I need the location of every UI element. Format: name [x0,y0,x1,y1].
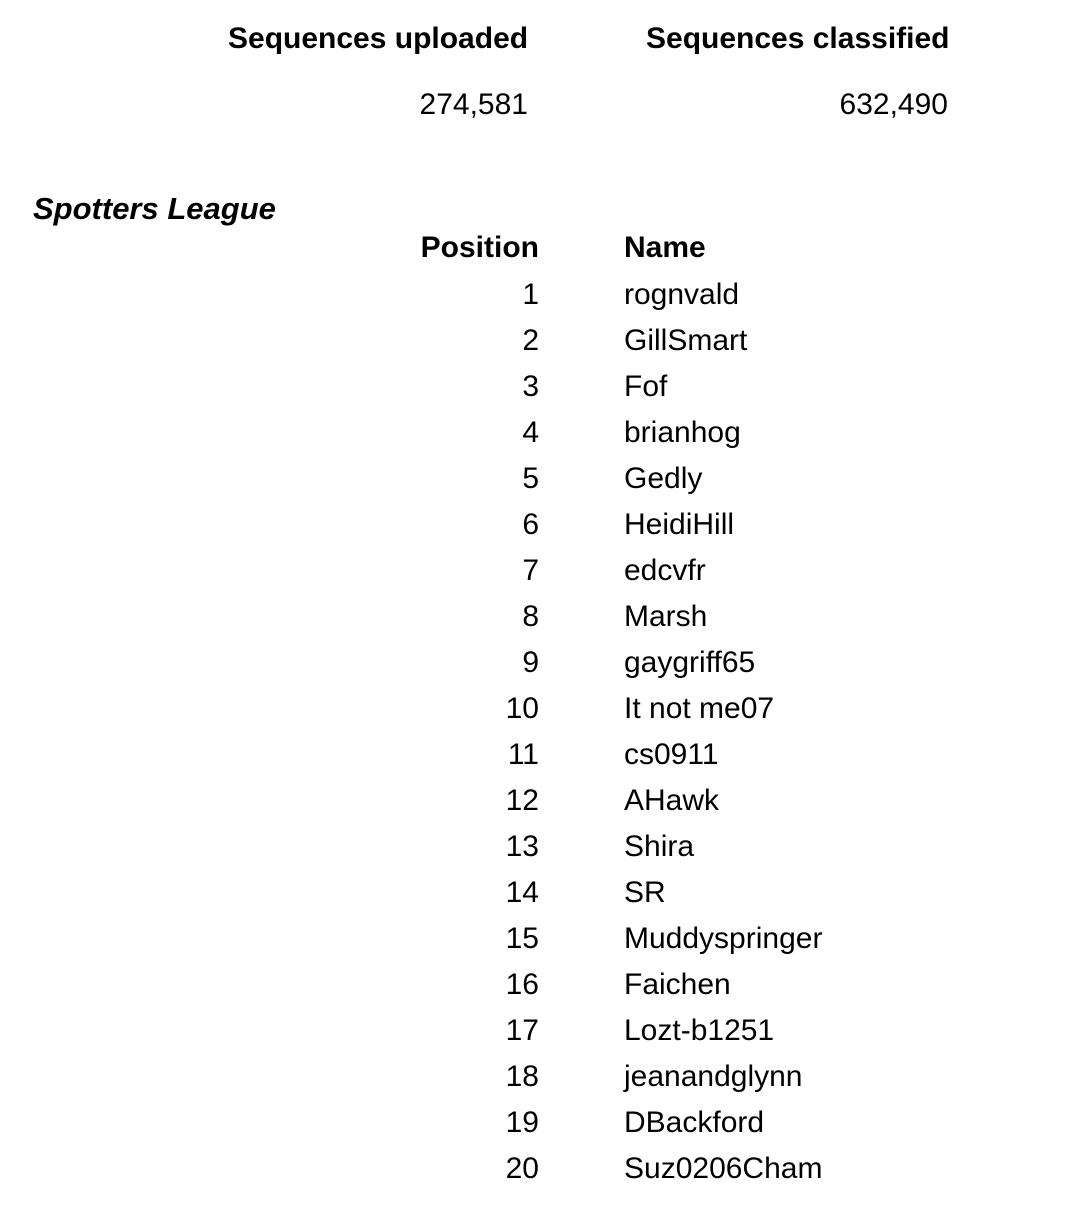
league-title: Spotters League [33,191,276,226]
row-name: Fof [624,370,668,403]
row-position: 13 [505,830,539,863]
row-name: Faichen [624,968,731,1001]
position-column-header: Position [420,231,539,264]
row-position: 2 [522,324,539,357]
row-name: SR [624,876,666,909]
table-row [0,505,1068,551]
table-row [0,1149,1068,1195]
row-name: DBackford [624,1106,765,1139]
row-name: HeidiHill [624,508,735,541]
row-position: 15 [505,922,539,955]
table-row [0,689,1068,735]
uploaded-value: 274,581 [419,88,528,121]
row-position: 3 [522,370,539,403]
row-position: 1 [522,278,539,311]
table-row [0,413,1068,459]
row-name: Gedly [624,462,703,495]
row-position: 16 [505,968,539,1001]
row-position: 14 [505,876,539,909]
table-row [0,321,1068,367]
row-name: Shira [624,830,695,863]
name-column-header: Name [624,231,706,264]
table-row [0,551,1068,597]
table-row [0,919,1068,965]
row-name: rognvald [624,278,740,311]
row-position: 11 [507,738,539,771]
row-name: GillSmart [624,324,748,357]
row-position: 19 [505,1106,539,1139]
classified-value: 632,490 [839,88,948,121]
table-row [0,1011,1068,1057]
row-name: It not me07 [624,692,775,725]
row-name: Marsh [624,600,708,633]
table-row [0,1103,1068,1149]
row-position: 10 [505,692,539,725]
uploaded-label: Sequences uploaded [228,22,529,55]
row-position: 18 [505,1060,539,1093]
classified-label: Sequences classified [646,22,950,55]
row-name: cs0911 [624,738,719,771]
table-row [0,597,1068,643]
league-table [0,275,1068,1195]
row-position: 5 [522,462,539,495]
row-position: 8 [522,600,539,633]
table-row [0,1057,1068,1103]
row-position: 6 [522,508,539,541]
table-row [0,781,1068,827]
row-name: brianhog [624,416,741,449]
row-position: 9 [522,646,539,679]
row-name: edcvfr [624,554,706,587]
table-row [0,873,1068,919]
row-position: 12 [505,784,539,817]
row-name: gaygriff65 [624,646,756,679]
row-name: Lozt-b1251 [624,1014,775,1047]
row-position: 17 [505,1014,539,1047]
table-row [0,735,1068,781]
table-row [0,965,1068,1011]
table-row [0,643,1068,689]
table-row [0,275,1068,321]
row-name: jeanandglynn [624,1060,803,1093]
row-position: 20 [505,1152,539,1185]
row-name: AHawk [624,784,720,817]
row-name: Suz0206Cham [624,1152,823,1185]
table-row [0,827,1068,873]
row-name: Muddyspringer [624,922,823,955]
row-position: 4 [522,416,539,449]
table-row [0,367,1068,413]
table-row [0,459,1068,505]
row-position: 7 [522,554,539,587]
